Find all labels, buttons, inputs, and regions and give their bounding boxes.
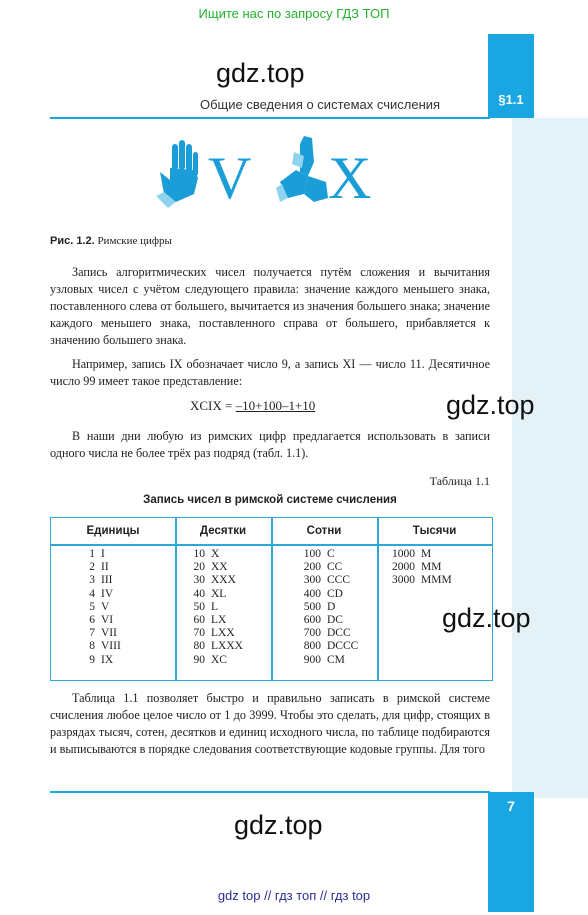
- decimal-value: 200: [303, 561, 321, 574]
- decimal-value: 2: [89, 561, 95, 574]
- decimal-value: 400: [303, 587, 321, 600]
- table-row: [295, 601, 358, 614]
- table-row: [381, 561, 452, 574]
- paragraph-example: Например, запись IX обозначает число 9, а запись XI — число 11. Десятичное число 99 имеет такое представление:: [50, 357, 490, 388]
- decimal-value: 40: [193, 587, 205, 600]
- hundreds-column: [295, 548, 358, 667]
- roman-value: D: [327, 600, 336, 613]
- table-row: [185, 627, 243, 640]
- roman-value: CC: [327, 561, 343, 574]
- roman-value: MM: [421, 561, 442, 574]
- column-divider: [271, 518, 273, 680]
- roman-value: CCC: [327, 574, 351, 587]
- roman-value: LXX: [211, 627, 235, 640]
- bottom-links[interactable]: gdz top // гдз топ // гдз top: [217, 888, 371, 903]
- decimal-value: 3000: [392, 574, 415, 587]
- decimal-value: 5: [89, 600, 95, 613]
- table-row: [77, 614, 121, 627]
- table-row: [185, 574, 243, 587]
- decimal-value: 8: [89, 640, 95, 653]
- formula-xcix: [190, 398, 315, 414]
- header-divider: [50, 117, 490, 119]
- decimal-value: 100: [303, 548, 321, 560]
- roman-value: X: [211, 548, 220, 560]
- decimal-value: 50: [193, 600, 205, 613]
- page-number: 7: [507, 798, 515, 814]
- roman-value: III: [101, 574, 113, 587]
- watermark: gdz.top: [446, 390, 535, 420]
- roman-value: DC: [327, 614, 343, 627]
- table-row: [185, 561, 243, 574]
- roman-value: CD: [327, 587, 343, 600]
- figure-caption: [50, 235, 172, 247]
- table-number: Таблица 1.1: [429, 474, 490, 488]
- roman-value: DCCC: [327, 640, 359, 653]
- decimal-value: 6: [89, 614, 95, 627]
- formula-lhs: XCIX =: [190, 398, 236, 413]
- roman-value: CM: [327, 653, 345, 666]
- roman-value: C: [327, 548, 335, 560]
- decimal-value: 2000: [392, 561, 415, 574]
- table-row: [295, 561, 358, 574]
- roman-value: VI: [101, 614, 114, 627]
- watermark: gdz.top: [216, 58, 305, 88]
- roman-value: IV: [101, 587, 114, 600]
- figure-caption-text: Римские цифры: [97, 235, 172, 247]
- table-row: [295, 574, 358, 587]
- table-row: [295, 614, 358, 627]
- table-row: [77, 654, 121, 667]
- roman-value: VIII: [101, 640, 121, 653]
- roman-value: L: [211, 600, 219, 613]
- decimal-value: 20: [193, 561, 205, 574]
- roman-numerals-table: [50, 517, 493, 681]
- paragraph-limit: В наши дни любую из римских цифр предлагается использовать в записи одного числа не более трёх раз подряд (табл. 1.1).: [50, 429, 490, 460]
- table-row: [381, 574, 452, 587]
- table-row: [77, 561, 121, 574]
- decimal-value: 800: [303, 640, 321, 653]
- table-row: [295, 640, 358, 653]
- watermark: gdz.top: [234, 810, 323, 840]
- footer-divider: [50, 791, 490, 793]
- thousands-column: [381, 548, 452, 588]
- table-row: [295, 548, 358, 561]
- formula-rhs: –10+100–1+10: [235, 398, 316, 413]
- column-header-thousands: Тысячи: [412, 525, 457, 537]
- roman-value: II: [101, 561, 109, 574]
- units-column: [77, 548, 121, 667]
- decimal-value: 7: [89, 627, 95, 640]
- table-row: [77, 588, 121, 601]
- decimal-value: 90: [193, 653, 205, 666]
- roman-ten-letter: X: [328, 145, 372, 211]
- roman-five-letter: V: [208, 145, 252, 211]
- decimal-value: 4: [89, 587, 95, 600]
- tens-column: [185, 548, 243, 667]
- table-row: [295, 627, 358, 640]
- margin-band: [512, 118, 588, 798]
- table-row: [77, 640, 121, 653]
- roman-value: XXX: [211, 574, 236, 587]
- column-divider: [377, 518, 379, 680]
- roman-value: VII: [101, 627, 117, 640]
- crossed-hands-icon: [274, 132, 334, 212]
- decimal-value: 30: [193, 574, 205, 587]
- table-title: Запись чисел в римской системе счисления: [143, 494, 397, 506]
- hand-five-icon: [150, 130, 206, 210]
- decimal-value: 80: [193, 640, 205, 653]
- roman-value: LXXX: [211, 640, 243, 653]
- column-divider: [175, 518, 177, 680]
- figure-caption-label: Рис. 1.2.: [50, 235, 95, 247]
- decimal-value: 70: [193, 627, 205, 640]
- table-row: [77, 574, 121, 587]
- decimal-value: 3: [89, 574, 95, 587]
- table-row: [185, 614, 243, 627]
- decimal-value: 60: [193, 614, 205, 627]
- table-row: [77, 627, 121, 640]
- table-row: [77, 548, 121, 561]
- watermark: gdz.top: [442, 603, 531, 633]
- decimal-value: 9: [89, 653, 95, 666]
- roman-value: M: [421, 548, 432, 560]
- roman-value: IX: [101, 653, 114, 666]
- decimal-value: 500: [303, 600, 321, 613]
- table-row: [295, 654, 358, 667]
- table-row: [295, 588, 358, 601]
- roman-value: MMM: [421, 574, 452, 587]
- page-header-title: Общие сведения о системах счисления: [200, 97, 441, 112]
- roman-value: LX: [211, 614, 227, 627]
- roman-value: XL: [211, 587, 227, 600]
- decimal-value: 10: [193, 548, 205, 560]
- decimal-value: 900: [303, 653, 321, 666]
- paragraph-table-usage: Таблица 1.1 позволяет быстро и правильно записать в римской системе счисления любое целое число от 1 до 3999. Чтобы это сделать, для цифр, стоящих в разрядах тысяч, сотен, десятков и единиц исходного числа, по таблице подбираются и выписываются в порядке следования соответствующие кодовые группы. Для того: [50, 691, 490, 756]
- decimal-value: 700: [303, 627, 321, 640]
- table-row: [185, 654, 243, 667]
- table-row: [381, 548, 452, 561]
- paragraph-rules: Запись алгоритмических чисел получается путём сложения и вычитания узловых чисел с учётом следующего правила: значение каждого меньшего знака, поставленного слева от большего, вычитается из значения большего знака; значение каждого меньшего знака, поставленного справа от большего, прибавляется к значению большего знака.: [50, 265, 490, 347]
- roman-value: XX: [211, 561, 228, 574]
- search-banner[interactable]: Ищите нас по запросу ГДЗ ТОП: [198, 6, 390, 21]
- decimal-value: 600: [303, 614, 321, 627]
- table-row: [77, 601, 121, 614]
- decimal-value: 300: [303, 574, 321, 587]
- decimal-value: 1: [89, 548, 95, 560]
- decimal-value: 1000: [392, 548, 415, 560]
- roman-value: V: [101, 600, 110, 613]
- roman-value: I: [101, 548, 105, 560]
- table-row: [185, 548, 243, 561]
- roman-value: DCC: [327, 627, 351, 640]
- column-header-hundreds: Сотни: [306, 525, 342, 537]
- column-header-units: Единицы: [86, 525, 140, 537]
- column-header-tens: Десятки: [199, 525, 247, 537]
- table-row: [185, 601, 243, 614]
- table-row: [185, 640, 243, 653]
- table-row: [185, 588, 243, 601]
- roman-value: XC: [211, 653, 227, 666]
- section-number: §1.1: [498, 92, 524, 107]
